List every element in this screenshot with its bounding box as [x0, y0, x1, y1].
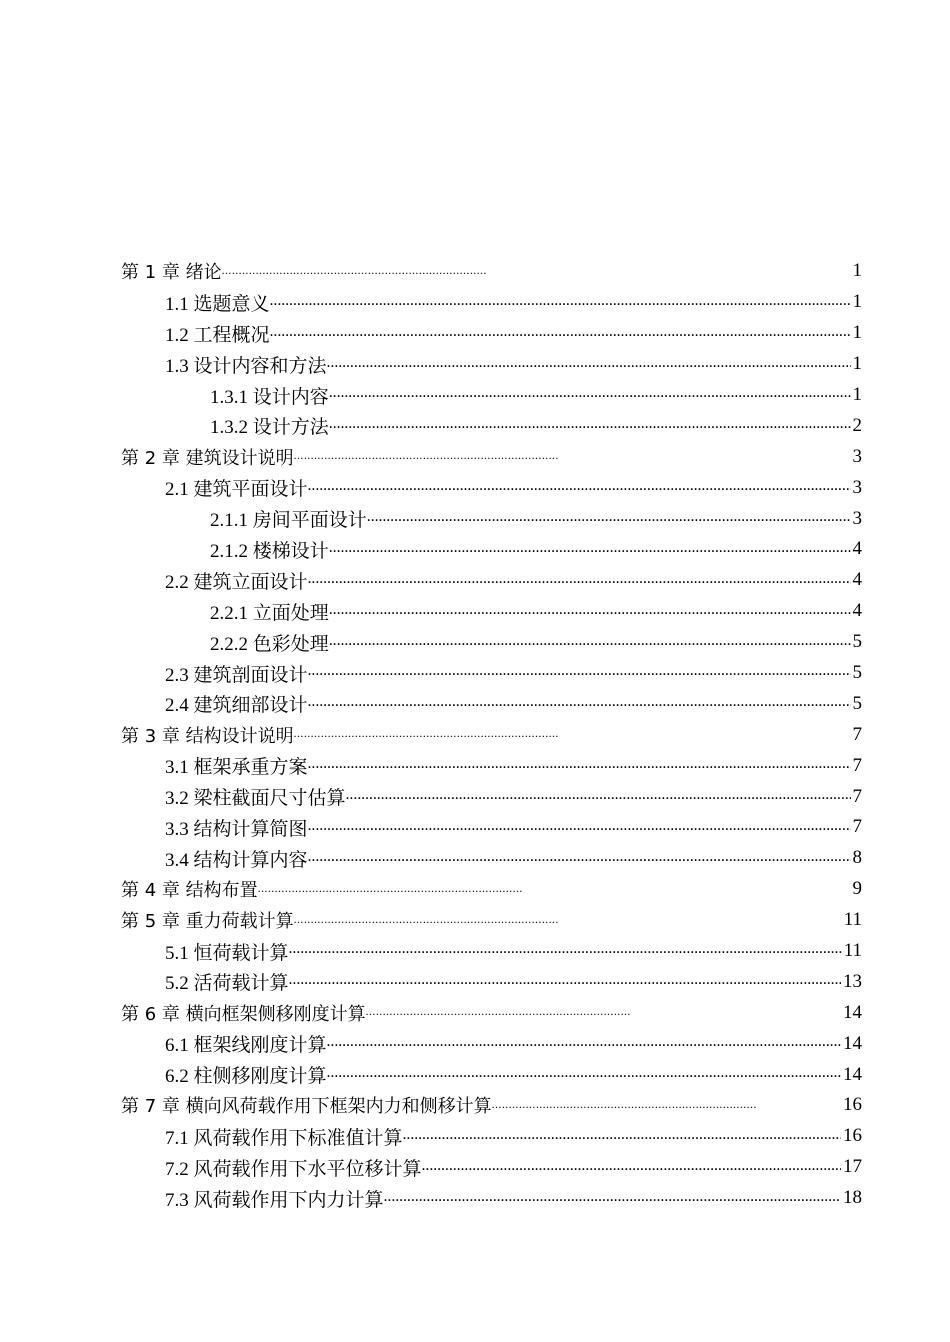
toc-entry-title: 7.3 风荷载作用下内力计算	[165, 1189, 384, 1211]
toc-entry-title: 1.2 工程概况	[165, 324, 270, 346]
toc-section-entry[interactable]	[0, 843, 950, 874]
toc-entry-page-number: 14	[843, 1001, 862, 1023]
toc-entry-page-number: 5	[852, 662, 862, 684]
toc-section-entry[interactable]	[0, 1028, 950, 1059]
toc-entry-title: 3.1 框架承重方案	[165, 757, 308, 779]
toc-entry-page-number: 5	[852, 692, 862, 714]
dot-leader	[258, 879, 847, 897]
dot-leader	[329, 415, 851, 433]
toc-chapter-entry[interactable]	[0, 719, 950, 750]
dot-leader	[308, 848, 851, 866]
toc-entry-page-number: 18	[843, 1187, 862, 1209]
toc-entry-page-number: 17	[843, 1156, 862, 1178]
toc-section-entry[interactable]	[0, 1152, 950, 1183]
toc-entry-title: 2.1.2 楼梯设计	[210, 540, 329, 562]
dot-leader	[327, 1064, 841, 1082]
toc-section-entry[interactable]	[0, 287, 950, 318]
toc-entry-page-number: 2	[852, 414, 862, 436]
toc-entry-title: 第 3 章 结构设计说明	[121, 725, 294, 747]
dot-leader	[492, 1095, 837, 1113]
dot-leader	[329, 384, 851, 402]
dot-leader	[327, 354, 851, 372]
toc-entry-title: 3.2 梁柱截面尺寸估算	[165, 788, 346, 810]
toc-entry-page-number: 3	[852, 476, 862, 498]
toc-entry-title: 2.4 建筑细部设计	[165, 695, 308, 717]
toc-entry-title: 第 5 章 重力荷载计算	[121, 911, 294, 933]
toc-chapter-entry[interactable]	[0, 1090, 950, 1121]
dot-leader	[308, 693, 851, 711]
toc-entry-title: 7.2 风荷载作用下水平位移计算	[165, 1158, 422, 1180]
toc-entry-page-number: 1	[852, 384, 862, 405]
toc-entry-page-number: 8	[852, 847, 862, 869]
toc-entry-title: 2.2 建筑立面设计	[165, 571, 308, 593]
toc-entry-page-number: 11	[843, 909, 862, 931]
toc-entry-title: 5.1 恒荷载计算	[165, 942, 289, 964]
dot-leader	[346, 786, 851, 804]
dot-leader	[308, 817, 851, 835]
toc-section-entry[interactable]	[0, 410, 950, 441]
toc-section-entry[interactable]	[0, 1059, 950, 1090]
toc-section-entry[interactable]	[0, 1121, 950, 1152]
toc-section-entry[interactable]	[0, 349, 950, 380]
toc-section-entry[interactable]	[0, 627, 950, 658]
toc-section-entry[interactable]	[0, 812, 950, 843]
toc-entry-title: 1.3 设计内容和方法	[165, 355, 327, 377]
toc-entry-title: 2.1.1 房间平面设计	[210, 510, 367, 532]
toc-section-entry[interactable]	[0, 658, 950, 689]
toc-entry-page-number: 16	[843, 1125, 862, 1147]
toc-section-entry[interactable]	[0, 1183, 950, 1214]
toc-section-entry[interactable]	[0, 781, 950, 812]
dot-leader	[222, 261, 847, 279]
toc-entry-title: 2.3 建筑剖面设计	[165, 664, 308, 686]
toc-entry-title: 第 6 章 横向框架侧移刚度计算	[121, 1003, 366, 1025]
toc-entry-page-number: 14	[843, 1032, 862, 1054]
toc-section-entry[interactable]	[0, 565, 950, 596]
toc-entry-title: 2.1 建筑平面设计	[165, 479, 308, 501]
toc-section-entry[interactable]	[0, 318, 950, 349]
dot-leader	[289, 940, 842, 958]
toc-entry-title: 2.2.1 立面处理	[210, 602, 329, 624]
toc-section-entry[interactable]	[0, 688, 950, 719]
dot-leader	[329, 601, 851, 619]
toc-entry-title: 3.4 结构计算内容	[165, 849, 308, 871]
toc-entry-title: 第 4 章 结构布置	[121, 880, 258, 902]
toc-entry-page-number: 11	[843, 940, 862, 962]
dot-leader	[294, 910, 838, 928]
dot-leader	[270, 323, 851, 341]
toc-entry-page-number: 4	[852, 600, 862, 622]
toc-entry-title: 5.2 活荷载计算	[165, 973, 289, 995]
toc-entry-page-number: 1	[852, 322, 862, 344]
toc-entry-title: 1.3.1 设计内容	[210, 386, 329, 408]
toc-entry-title: 3.3 结构计算简图	[165, 818, 308, 840]
toc-section-entry[interactable]	[0, 936, 950, 967]
dot-leader	[367, 508, 851, 526]
dot-leader	[422, 1157, 841, 1175]
dot-leader	[289, 971, 841, 989]
toc-chapter-entry[interactable]	[0, 905, 950, 936]
toc-entry-page-number: 5	[852, 631, 862, 653]
toc-chapter-entry[interactable]	[0, 997, 950, 1028]
dot-leader	[308, 662, 851, 680]
toc-entry-page-number: 4	[852, 569, 862, 591]
toc-section-entry[interactable]	[0, 534, 950, 565]
toc-section-entry[interactable]	[0, 596, 950, 627]
toc-entry-title: 第 2 章 建筑设计说明	[121, 447, 294, 469]
dot-leader	[329, 539, 851, 557]
dot-leader	[308, 570, 851, 588]
dot-leader	[294, 446, 847, 464]
toc-entry-page-number: 7	[852, 785, 862, 807]
toc-entry-page-number: 3	[852, 445, 862, 467]
toc-entry-page-number: 9	[852, 878, 862, 900]
dot-leader	[308, 477, 851, 495]
toc-section-entry[interactable]	[0, 750, 950, 781]
toc-entry-title: 7.1 风荷载作用下标准值计算	[165, 1127, 403, 1149]
toc-entry-page-number: 4	[852, 538, 862, 560]
dot-leader	[366, 1002, 837, 1020]
toc-entry-title: 6.2 柱侧移刚度计算	[165, 1066, 327, 1088]
toc-entry-title: 1.3.2 设计方法	[210, 417, 329, 439]
toc-entry-page-number: 16	[843, 1094, 862, 1116]
toc-entry-page-number: 7	[852, 816, 862, 838]
toc-entry-title: 1.1 选题意义	[165, 293, 270, 315]
toc-entry-page-number: 3	[852, 507, 862, 529]
toc-entry-title: 第 7 章 横向风荷载作用下框架内力和侧移计算	[121, 1096, 492, 1118]
toc-entry-page-number: 7	[852, 723, 862, 745]
toc-entry-page-number: 7	[852, 754, 862, 776]
toc-entry-title: 第 1 章 绪论	[121, 262, 222, 284]
dot-leader	[403, 1126, 841, 1144]
toc-entry-title: 2.2.2 色彩处理	[210, 633, 329, 655]
toc-entry-page-number: 1	[852, 260, 862, 282]
dot-leader	[327, 1033, 841, 1051]
table-of-contents	[0, 256, 950, 1214]
dot-leader	[294, 724, 847, 742]
toc-chapter-entry[interactable]	[0, 441, 950, 472]
dot-leader	[384, 1188, 841, 1206]
dot-leader	[329, 632, 851, 650]
toc-entry-page-number: 14	[843, 1063, 862, 1085]
toc-section-entry[interactable]	[0, 380, 950, 411]
toc-entry-page-number: 1	[852, 353, 862, 375]
toc-entry-title: 6.1 框架线刚度计算	[165, 1035, 327, 1057]
dot-leader	[270, 292, 851, 310]
toc-chapter-entry[interactable]	[0, 256, 950, 287]
toc-chapter-entry[interactable]	[0, 874, 950, 905]
toc-section-entry[interactable]	[0, 472, 950, 503]
toc-section-entry[interactable]	[0, 966, 950, 997]
toc-section-entry[interactable]	[0, 503, 950, 534]
toc-entry-page-number: 13	[843, 970, 862, 992]
toc-entry-page-number: 1	[852, 291, 862, 313]
dot-leader	[308, 755, 851, 773]
